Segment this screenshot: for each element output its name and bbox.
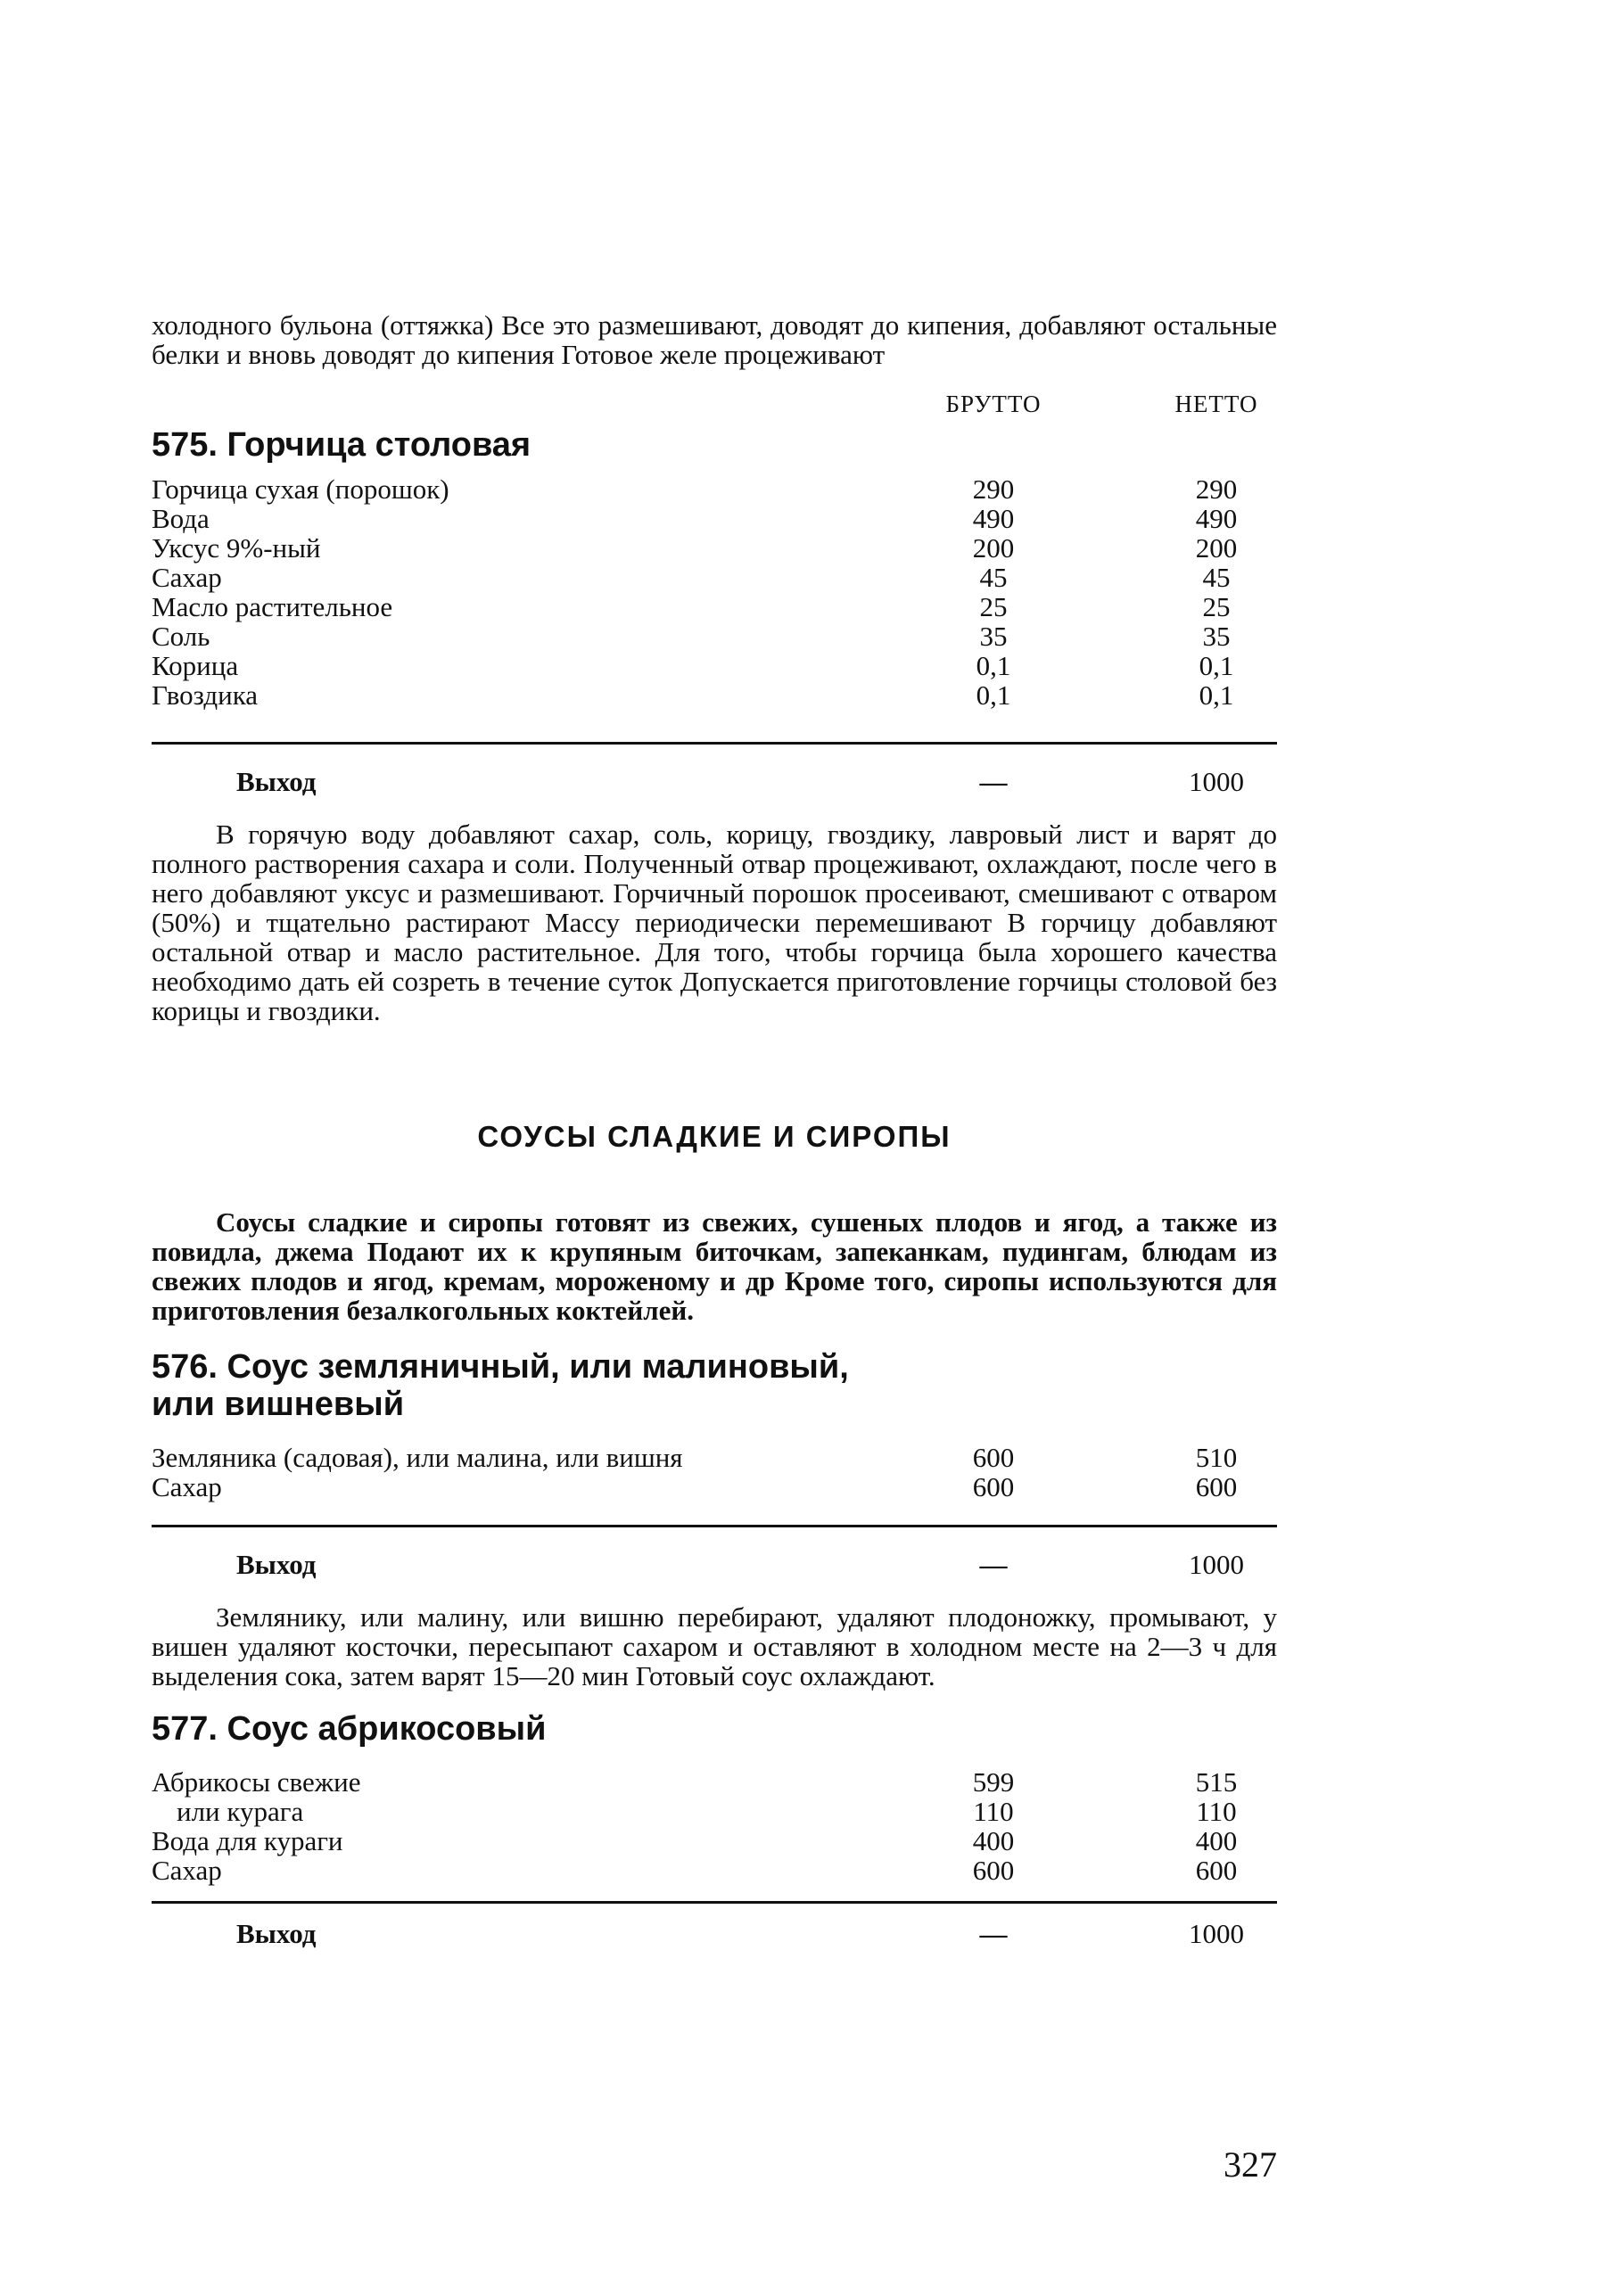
- brutto-value: 0,1: [976, 679, 1011, 711]
- page-number: 327: [1224, 2144, 1277, 2185]
- brutto-value: 200: [972, 532, 1015, 564]
- netto-value: 0,1: [1199, 679, 1234, 711]
- brutto-value: 0,1: [976, 650, 1011, 681]
- brutto-value: 600: [972, 1855, 1015, 1886]
- recipe-577-ingredients: [152, 1767, 1277, 1885]
- brutto-value: 35: [979, 621, 1008, 652]
- ingredient-row: [152, 1797, 1277, 1826]
- yield-label: Выход: [236, 1549, 317, 1580]
- recipe-577-yield: [152, 1916, 1277, 1952]
- ingredient-row: [152, 1856, 1277, 1885]
- ingredient-row: [152, 592, 1277, 621]
- recipe-576-method: Землянику, или малину, или вишню перебирают, удаляют плодоножку, промывают, у вишен удаляют косточки, пересыпают сахаром и оставляют в холодном месте на 2—3 ч для выделения сока, затем варят 15—20 мин Готовый соус охлаждают.: [152, 1601, 1277, 1691]
- recipe-575-title: 575. Горчица столовая: [152, 426, 531, 464]
- brutto-value: 600: [972, 1471, 1015, 1502]
- ingredient-name: Сахар: [152, 1471, 222, 1502]
- recipe-576-title-line1: 576. Соус земляничный, или малиновый,: [152, 1348, 849, 1386]
- ingredient-name: Вода для кураги: [152, 1825, 343, 1856]
- yield-netto: 1000: [1189, 1918, 1244, 1949]
- netto-value: 515: [1195, 1766, 1238, 1798]
- netto-value: 600: [1195, 1855, 1238, 1886]
- ingredient-name: Горчица сухая (порошок): [152, 473, 449, 505]
- ingredient-row: [152, 680, 1277, 710]
- section-intro: Соусы сладкие и сиропы готовят из свежих, сушеных плодов и ягод, а также из повидла, джема Подают их к крупяным биточкам, запеканкам, пудингам, блюдам из свежих плодов и ягод, кремам, мороженому и др Кроме того, сиропы используются для приготовления безалкогольных коктейлей.: [152, 1206, 1277, 1326]
- ingredient-row: [152, 1443, 1277, 1472]
- recipe-576-title-line2: или вишневый: [152, 1386, 405, 1423]
- yield-brutto: —: [979, 1918, 1008, 1949]
- brutto-value: 490: [972, 503, 1015, 534]
- yield-label: Выход: [236, 1918, 317, 1949]
- brutto-value: 600: [972, 1442, 1015, 1473]
- section-title: СОУСЫ СЛАДКИЕ И СИРОПЫ: [477, 1120, 952, 1153]
- ingredient-name: Сахар: [152, 562, 222, 593]
- yield-netto: 1000: [1189, 766, 1244, 797]
- ingredient-name: Масло растительное: [152, 591, 393, 622]
- brutto-value: 110: [973, 1796, 1014, 1827]
- ingredient-name: Корица: [152, 650, 239, 681]
- brutto-value: 25: [979, 591, 1008, 622]
- ingredient-row: [152, 504, 1277, 533]
- ingredient-name: Земляника (садовая), или малина, или вишня: [152, 1442, 683, 1473]
- brutto-value: 400: [972, 1825, 1015, 1856]
- recipe-575-method: В горячую воду добавляют сахар, соль, корицу, гвоздику, лавровый лист и варят до полного растворения сахара и соли. Полученный отвар процеживают, охлаждают, после чего в него добавляют уксус и размешивают. Горчичный порошок просеивают, смешивают с отваром (50%) и тщательно растирают Массу периодически перемешивают В горчицу добавляют остальной отвар и масло растительное. Для того, чтобы горчица была хорошего качества необходимо дать ей созреть в течение суток Допускается приготовление горчицы столовой без корицы и гвоздики.: [152, 819, 1277, 1026]
- column-headers: [152, 391, 1277, 426]
- yield-brutto: —: [979, 766, 1008, 797]
- netto-header: НЕТТО: [1174, 391, 1258, 417]
- ingredient-row: [152, 474, 1277, 504]
- recipe-575-yield: [152, 764, 1277, 800]
- netto-value: 200: [1195, 532, 1238, 564]
- recipe-576-yield: [152, 1547, 1277, 1583]
- ingredient-name: Абрикосы свежие: [152, 1766, 361, 1798]
- ingredient-name: или курага: [177, 1796, 304, 1827]
- recipe-577-title: 577. Соус абрикосовый: [152, 1710, 547, 1748]
- brutto-value: 290: [972, 473, 1015, 505]
- table-rule: [152, 1525, 1277, 1527]
- yield-label: Выход: [236, 766, 317, 797]
- table-rule: [152, 1901, 1277, 1904]
- ingredient-name: Сахар: [152, 1855, 222, 1886]
- ingredient-row: [152, 651, 1277, 680]
- table-rule: [152, 742, 1277, 745]
- recipe-576-ingredients: [152, 1443, 1277, 1502]
- ingredient-name: Гвоздика: [152, 679, 259, 711]
- netto-value: 0,1: [1199, 650, 1234, 681]
- ingredient-row: [152, 533, 1277, 563]
- netto-value: 290: [1195, 473, 1238, 505]
- netto-value: 510: [1195, 1442, 1238, 1473]
- netto-value: 25: [1202, 591, 1231, 622]
- recipe-575-ingredients: [152, 474, 1277, 710]
- recipe-576-title: [152, 1348, 1277, 1423]
- brutto-value: 599: [972, 1766, 1015, 1798]
- netto-value: 110: [1196, 1796, 1237, 1827]
- netto-value: 600: [1195, 1471, 1238, 1502]
- ingredient-row: [152, 621, 1277, 651]
- yield-brutto: —: [979, 1549, 1008, 1580]
- intro-paragraph: холодного бульона (оттяжка) Все это размешивают, доводят до кипения, добавляют остальные белки и вновь доводят до кипения Готовое желе процеживают: [152, 309, 1277, 370]
- ingredient-row: [152, 1767, 1277, 1797]
- ingredient-name: Уксус 9%-ный: [152, 532, 321, 564]
- ingredient-row: [152, 563, 1277, 592]
- book-page: [152, 309, 1277, 2185]
- netto-value: 490: [1195, 503, 1238, 534]
- ingredient-row: [152, 1472, 1277, 1502]
- netto-value: 35: [1202, 621, 1231, 652]
- ingredient-name: Вода: [152, 503, 210, 534]
- brutto-header: БРУТТО: [945, 391, 1042, 417]
- yield-netto: 1000: [1189, 1549, 1244, 1580]
- brutto-value: 45: [979, 562, 1008, 593]
- ingredient-name: Соль: [152, 621, 210, 652]
- netto-value: 45: [1202, 562, 1231, 593]
- ingredient-row: [152, 1826, 1277, 1856]
- netto-value: 400: [1195, 1825, 1238, 1856]
